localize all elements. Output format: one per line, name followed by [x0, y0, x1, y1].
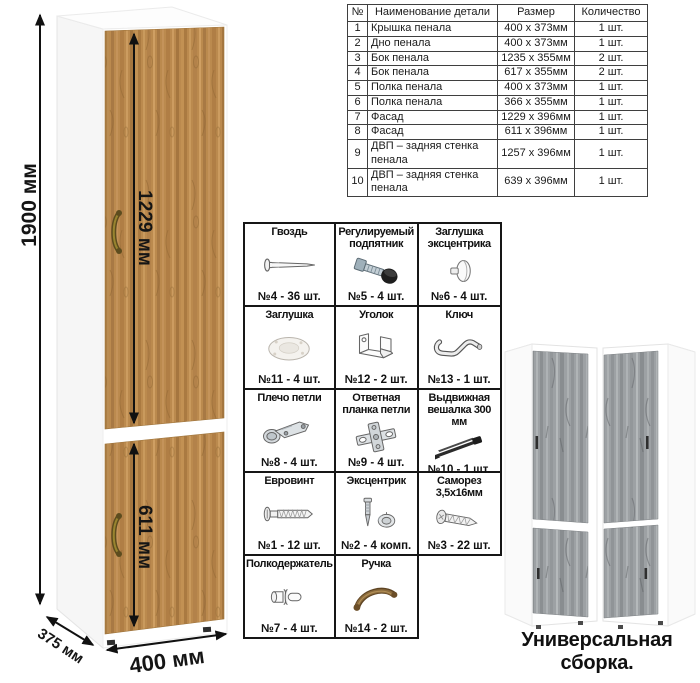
cabinet-foot — [203, 627, 211, 633]
hardware-cell-content — [336, 473, 417, 554]
table-cell: ДВП – задняя стенка пенала — [368, 168, 498, 197]
table-cell: 366 х 355мм — [498, 95, 575, 110]
parts-table-header-row — [348, 5, 648, 22]
hardware-cell-content — [336, 556, 417, 637]
variant-cabinet-left — [505, 344, 597, 629]
hardware-grid-body — [244, 223, 501, 638]
hardware-empty-cell — [418, 555, 501, 638]
dim-height-label: 1900 мм — [18, 163, 41, 247]
hardware-item-count: №8 - 4 шт. — [261, 457, 318, 469]
self-tapping-screw-icon — [423, 499, 495, 540]
hardware-item-title: Ручка — [361, 558, 391, 570]
table-cell: 1 шт. — [575, 22, 648, 37]
table-cell: 1 шт. — [575, 168, 648, 197]
table-row — [348, 66, 648, 81]
table-cell: Крышка пенала — [368, 22, 498, 37]
hardware-item-count: №1 - 12 шт. — [257, 540, 321, 552]
table-row — [348, 51, 648, 66]
hardware-cell-content — [336, 307, 417, 388]
corner-bracket-icon — [340, 321, 412, 374]
hardware-item-count: №3 - 22 шт. — [427, 540, 491, 552]
hardware-cell — [335, 472, 418, 555]
pullout-hanger-icon — [423, 428, 495, 464]
hardware-item-count: №5 - 4 шт. — [347, 291, 405, 303]
adjustable-foot-icon — [340, 250, 412, 291]
variant-foot — [658, 621, 663, 625]
nail-icon — [253, 238, 325, 291]
table-cell: 6 — [348, 95, 368, 110]
hardware-row — [244, 223, 501, 306]
hardware-row — [244, 555, 501, 638]
hinge-plate-icon — [340, 416, 412, 457]
hardware-grid — [243, 222, 502, 639]
hardware-item-title: Регулируемый подпятник — [338, 226, 414, 251]
hardware-cell — [244, 472, 335, 555]
hardware-cell — [335, 389, 418, 472]
hardware-item-count: №10 - 1 шт. — [427, 464, 491, 477]
hardware-item-count: №2 - 4 комп. — [341, 540, 412, 552]
hardware-cell-content — [336, 390, 417, 471]
hardware-cell — [244, 389, 335, 472]
hardware-item-count: №12 - 2 шт. — [344, 374, 408, 386]
hardware-item-title: Ключ — [445, 309, 473, 321]
table-cell: 400 х 373мм — [498, 22, 575, 37]
variant-left-lower-door — [533, 528, 588, 617]
table-cell: 1 шт. — [575, 125, 648, 140]
variant-right-lower-handle-icon — [645, 568, 648, 579]
hardware-item-count: №14 - 2 шт. — [344, 623, 408, 635]
table-cell: 1 шт. — [575, 95, 648, 110]
table-cell: Фасад — [368, 125, 498, 140]
table-cell: 5 — [348, 81, 368, 96]
hardware-item-title: Саморез 3,5х16мм — [435, 475, 483, 500]
upper-door-edge-shade — [105, 31, 109, 429]
col-header-number: № — [348, 5, 368, 22]
hardware-item-title: Эксцентрик — [346, 475, 406, 487]
table-row — [348, 81, 648, 96]
hardware-item-title: Гвоздь — [271, 226, 308, 238]
variant-cabinet-right — [603, 344, 695, 629]
table-cell: Бок пенала — [368, 51, 498, 66]
table-cell: 9 — [348, 140, 368, 169]
table-cell: Дно пенала — [368, 36, 498, 51]
table-cell: 2 шт. — [575, 66, 648, 81]
table-cell: 1 — [348, 22, 368, 37]
cabinet-side-panel — [57, 16, 103, 648]
hardware-item-title: Уголок — [359, 309, 394, 321]
hardware-cell — [418, 389, 501, 477]
variant-right-upper-door — [604, 351, 658, 523]
hardware-cell-content — [245, 473, 334, 554]
table-row — [348, 110, 648, 125]
table-cell: 639 х 396мм — [498, 168, 575, 197]
variant-right-lower-door — [604, 525, 658, 618]
hardware-row — [244, 389, 501, 472]
col-header-part-name: Наименование детали — [368, 5, 498, 22]
table-cell: 400 х 373мм — [498, 81, 575, 96]
hardware-cell-content — [419, 307, 500, 388]
table-cell: 617 х 355мм — [498, 66, 575, 81]
col-header-size: Размер — [498, 5, 575, 22]
hardware-cell — [335, 223, 418, 306]
hardware-item-count: №11 - 4 шт. — [258, 374, 321, 386]
parts-table — [347, 4, 648, 197]
hardware-cell-content — [419, 473, 500, 554]
table-cell: Полка пенала — [368, 81, 498, 96]
variant-right-upper-handle-icon — [646, 436, 649, 449]
hinge-arm-icon — [253, 404, 325, 457]
table-cell: 2 шт. — [575, 51, 648, 66]
parts-table-body — [348, 22, 648, 197]
table-cell: 611 х 396мм — [498, 125, 575, 140]
table-row — [348, 95, 648, 110]
hardware-row — [244, 306, 501, 389]
col-header-quantity: Количество — [575, 5, 648, 22]
cabinet-foot — [107, 640, 115, 646]
table-cell: Бок пенала — [368, 66, 498, 81]
table-cell: Полка пенала — [368, 95, 498, 110]
table-cell: 1235 х 355мм — [498, 51, 575, 66]
cam-lock-icon — [340, 487, 412, 540]
hardware-item-title: Евровинт — [264, 475, 315, 487]
table-cell: 2 — [348, 36, 368, 51]
hardware-cell — [244, 555, 335, 638]
variant-left-lower-handle-icon — [537, 568, 540, 579]
hardware-cell-content — [245, 224, 334, 305]
hardware-cell — [335, 306, 418, 389]
table-cell: 7 — [348, 110, 368, 125]
table-cell: 1229 х 396мм — [498, 110, 575, 125]
table-cell: 400 х 373мм — [498, 36, 575, 51]
table-cell: ДВП – задняя стенка пенала — [368, 140, 498, 169]
table-row — [348, 36, 648, 51]
euro-screw-icon — [253, 487, 325, 540]
dim-depth-label: 375 мм — [34, 625, 87, 668]
hardware-cell-content — [245, 307, 334, 388]
table-cell: 8 — [348, 125, 368, 140]
hardware-item-title: Заглушка — [265, 309, 314, 321]
hardware-cell-content — [245, 556, 334, 637]
hardware-item-title: Ответная планка петли — [342, 392, 411, 417]
cabinet-front-drawing — [0, 0, 245, 683]
shelf-pin-icon — [253, 570, 325, 623]
variant-left-upper-door — [533, 351, 588, 523]
table-cell: 1 шт. — [575, 81, 648, 96]
table-cell: 1 шт. — [575, 140, 648, 169]
hardware-cell — [335, 555, 418, 638]
variant-foot — [578, 621, 583, 625]
hardware-item-title: Полкодержатель — [246, 558, 333, 570]
hardware-item-title: Заглушка эксцентрика — [427, 226, 491, 251]
dim-upper-door-label: 1229 мм — [134, 190, 155, 266]
table-cell: 10 — [348, 168, 368, 197]
lower-door — [105, 432, 224, 634]
hardware-item-count: №4 - 36 шт. — [257, 291, 321, 303]
table-row — [348, 22, 648, 37]
hardware-item-title: Плечо петли — [257, 392, 322, 404]
hardware-cell — [418, 306, 501, 389]
variant-left-upper-handle-icon — [536, 436, 539, 449]
hardware-cell — [244, 306, 335, 389]
hardware-cell — [418, 223, 501, 306]
table-cell: 1 шт. — [575, 110, 648, 125]
table-row — [348, 168, 648, 197]
table-cell: Фасад — [368, 110, 498, 125]
upper-door — [105, 27, 224, 429]
hardware-cell — [418, 472, 501, 555]
table-row — [348, 125, 648, 140]
hardware-cell — [244, 223, 335, 306]
handle-icon — [340, 570, 412, 623]
table-cell: 4 — [348, 66, 368, 81]
hardware-item-count: №9 - 4 шт. — [347, 457, 405, 469]
table-cell: 3 — [348, 51, 368, 66]
table-row — [348, 140, 648, 169]
table-cell: 1257 х 396мм — [498, 140, 575, 169]
hex-key-icon — [423, 321, 495, 374]
dim-lower-door-label: 611 мм — [134, 504, 155, 570]
hardware-item-count: №13 - 1 шт. — [427, 374, 491, 386]
dim-width-label: 400 мм — [127, 642, 207, 679]
cover-cap-icon — [253, 321, 325, 374]
hardware-cell-content — [419, 224, 500, 305]
variant-cabinets-drawing — [500, 338, 700, 630]
cam-cap-icon — [423, 250, 495, 291]
assembly-caption: Универсальная сборка. — [521, 629, 673, 674]
lower-door-edge-shade — [105, 444, 109, 634]
hardware-cell-content — [419, 390, 500, 477]
dim-height — [18, 15, 41, 604]
hardware-row — [244, 472, 501, 555]
hardware-cell-content — [245, 390, 334, 471]
hardware-item-count: №6 - 4 шт. — [430, 291, 488, 303]
hardware-cell-content — [336, 224, 417, 305]
table-cell: 1 шт. — [575, 36, 648, 51]
hardware-item-count: №7 - 4 шт. — [261, 623, 318, 635]
hardware-item-title: Выдвижная вешалка 300 мм — [427, 392, 491, 429]
